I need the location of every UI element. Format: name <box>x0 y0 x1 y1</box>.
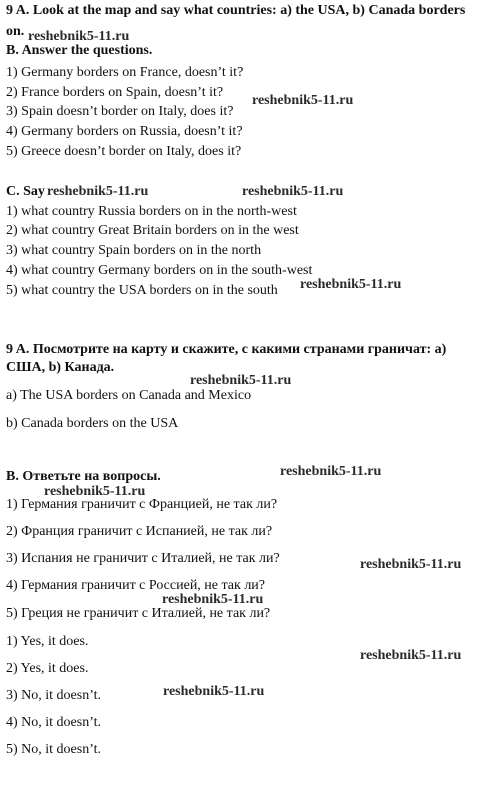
watermark: reshebnik5-11.ru <box>47 184 149 199</box>
watermark: reshebnik5-11.ru <box>360 648 462 663</box>
section-c-heading: C. Say <box>6 184 45 199</box>
answer-a-1: a) The USA borders on Canada and Mexico <box>6 388 252 403</box>
say-item-3: 3) what country Spain borders on in the north <box>6 243 262 258</box>
question-en-4: 4) Germany borders on Russia, doesn’t it? <box>6 124 243 139</box>
watermark: reshebnik5-11.ru <box>162 592 264 607</box>
question-ru-1: 1) Германия граничит с Францией, не так ли? <box>6 497 278 512</box>
say-item-4: 4) what country Germany borders on in the south-west <box>6 263 313 278</box>
question-ru-4: 4) Германия граничит с Россией, не так ли? <box>6 578 266 593</box>
say-item-2: 2) what country Great Britain borders on in the west <box>6 223 299 238</box>
exercise-title-ru-cont: США, b) Канада. <box>6 360 115 375</box>
answer-b-2: 2) Yes, it does. <box>6 661 89 676</box>
section-b-heading-ru: B. Ответьте на вопросы. <box>6 469 161 484</box>
question-ru-3: 3) Испания не граничит с Италией, не так ли? <box>6 551 280 566</box>
question-en-5: 5) Greece doesn’t border on Italy, does it? <box>6 144 242 159</box>
watermark: reshebnik5-11.ru <box>242 184 344 199</box>
watermark: reshebnik5-11.ru <box>163 684 265 699</box>
exercise-title-en-cont: on. <box>6 24 25 39</box>
exercise-title-en: 9 A. Look at the map and say what countries: a) the USA, b) Canada borders <box>6 3 466 18</box>
watermark: reshebnik5-11.ru <box>360 557 462 572</box>
question-en-2: 2) France borders on Spain, doesn’t it? <box>6 85 224 100</box>
watermark: reshebnik5-11.ru <box>300 277 402 292</box>
section-b-heading-en: B. Answer the questions. <box>6 43 153 58</box>
question-en-1: 1) Germany borders on France, doesn’t it? <box>6 65 244 80</box>
answer-b-5: 5) No, it doesn’t. <box>6 742 102 757</box>
answer-a-2: b) Canada borders on the USA <box>6 416 179 431</box>
question-ru-5: 5) Греция не граничит с Италией, не так ли? <box>6 606 271 621</box>
answer-b-4: 4) No, it doesn’t. <box>6 715 102 730</box>
watermark: reshebnik5-11.ru <box>252 93 354 108</box>
watermark: reshebnik5-11.ru <box>44 484 146 499</box>
question-ru-2: 2) Франция граничит с Испанией, не так ли? <box>6 524 273 539</box>
watermark: reshebnik5-11.ru <box>28 29 130 44</box>
watermark: reshebnik5-11.ru <box>190 373 292 388</box>
watermark: reshebnik5-11.ru <box>280 464 382 479</box>
exercise-title-ru: 9 A. Посмотрите на карту и скажите, с какими странами граничат: а) <box>6 342 447 357</box>
say-item-1: 1) what country Russia borders on in the north-west <box>6 204 297 219</box>
question-en-3: 3) Spain doesn’t border on Italy, does it? <box>6 104 234 119</box>
say-item-5: 5) what country the USA borders on in the south <box>6 283 278 298</box>
answer-b-3: 3) No, it doesn’t. <box>6 688 102 703</box>
answer-b-1: 1) Yes, it does. <box>6 634 89 649</box>
